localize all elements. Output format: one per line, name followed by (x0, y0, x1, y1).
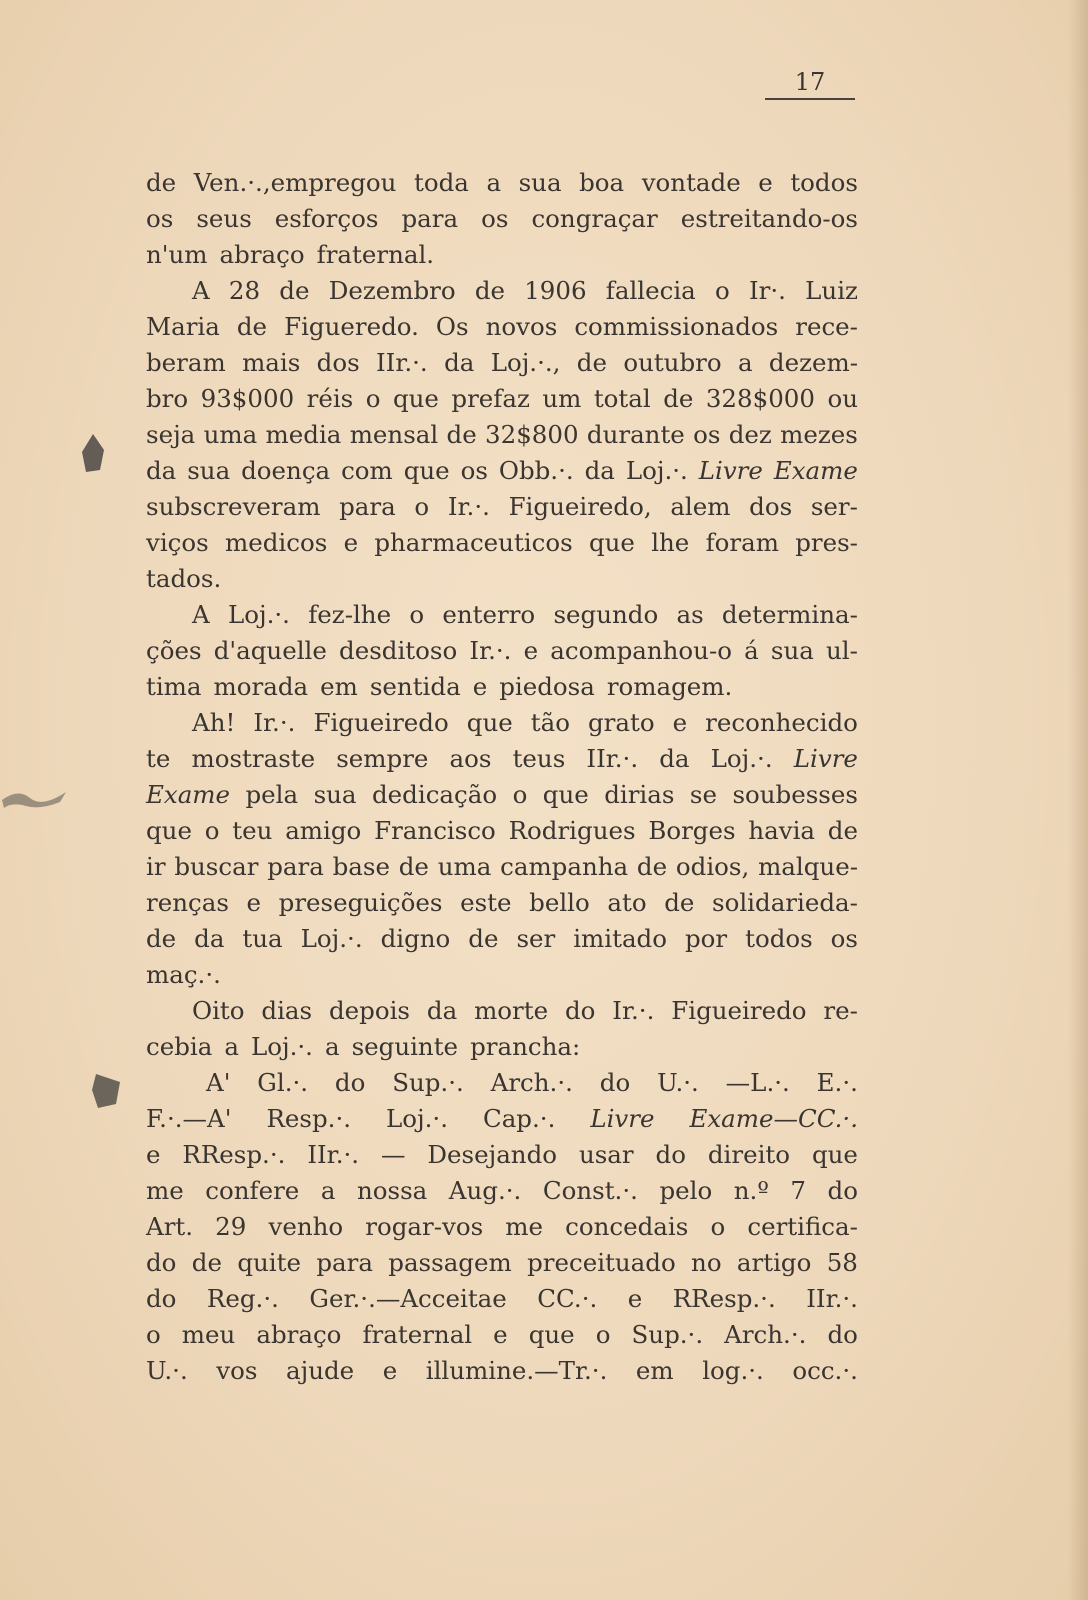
text-line: de da tua Loj.·. digno de ser imitado por todos os (146, 924, 858, 953)
text-line: A' Gl.·. do Sup.·. Arch.·. do U.·. —L.·. E.·. (206, 1068, 858, 1097)
text-line: cebia a Loj.·. a seguinte prancha: (146, 1032, 581, 1061)
text-line: A Loj.·. fez-lhe o enterro segundo as determina- (192, 600, 858, 629)
text-line: Ah! Ir.·. Figueiredo que tão grato e reconhecido (192, 708, 858, 737)
ink-blot-decoration-2 (86, 1068, 130, 1112)
text-line: ções d'aquelle desditoso Ir.·. e acompanhou-o á sua ul- (146, 636, 858, 665)
page-number: 17 (765, 68, 855, 100)
text-line: tima morada em sentida e piedosa romagem. (146, 672, 733, 701)
text-line: subscreveram para o Ir.·. Figueiredo, alem dos ser- (146, 492, 858, 521)
text-line: Maria de Figueredo. Os novos commissionados rece- (146, 312, 858, 341)
text-line: Exame pela sua dedicação o que dirias se soubesses (146, 780, 858, 809)
text-line: me confere a nossa Aug.·. Const.·. pelo n.º 7 do (146, 1176, 858, 1205)
text-line: seja uma media mensal de 32$800 durante os dez mezes (146, 420, 858, 449)
text-line: Oito dias depois da morte do Ir.·. Figueiredo re- (192, 996, 858, 1025)
body-text (146, 165, 858, 1389)
text-line: F.·.—A' Resp.·. Loj.·. Cap.·. Livre Exame—CC.·. (146, 1104, 858, 1133)
text-line: o meu abraço fraternal e que o Sup.·. Arch.·. do (146, 1320, 858, 1349)
text-line: Art. 29 venho rogar-vos me concedais o certifica- (146, 1212, 858, 1241)
text-line: os seus esforços para os congraçar estreitando-os (146, 204, 858, 233)
text-line: do de quite para passagem preceituado no artigo 58 (146, 1248, 858, 1277)
text-line: tados. (146, 564, 222, 593)
text-line: bro 93$000 réis o que prefaz um total de 328$000 ou (146, 384, 858, 413)
text-line: renças e preseguições este bello ato de solidarieda- (146, 888, 858, 917)
text-line: te mostraste sempre aos teus IIr.·. da Loj.·. Livre (146, 744, 858, 773)
text-line: beram mais dos IIr.·. da Loj.·., de outubro a dezem- (146, 348, 858, 377)
text-line: de Ven.·.,empregou toda a sua boa vontade e todos (146, 168, 858, 197)
ink-blot-decoration (78, 432, 108, 476)
text-line: A 28 de Dezembro de 1906 fallecia o Ir·. Luiz (192, 276, 858, 305)
text-line: U.·. vos ajude e illumine.—Tr.·. em log.·. occ.·. (146, 1356, 858, 1385)
text-line: n'um abraço fraternal. (146, 240, 435, 269)
page-edge-shadow (1068, 0, 1088, 1600)
text-line: viços medicos e pharmaceuticos que lhe foram pres- (146, 528, 858, 557)
text-line: e RResp.·. IIr.·. — Desejando usar do direito que (146, 1140, 858, 1169)
text-line: da sua doença com que os Obb.·. da Loj.·. Livre Exame (146, 456, 858, 485)
text-line: do Reg.·. Ger.·.—Acceitae CC.·. e RResp.·. IIr.·. (146, 1284, 858, 1313)
text-line: que o teu amigo Francisco Rodrigues Borges havia de (146, 816, 858, 845)
text-line: ir buscar para base de uma campanha de odios, malque- (146, 852, 858, 881)
ink-smudge-decoration (0, 780, 70, 820)
text-line: maç.·. (146, 960, 221, 989)
